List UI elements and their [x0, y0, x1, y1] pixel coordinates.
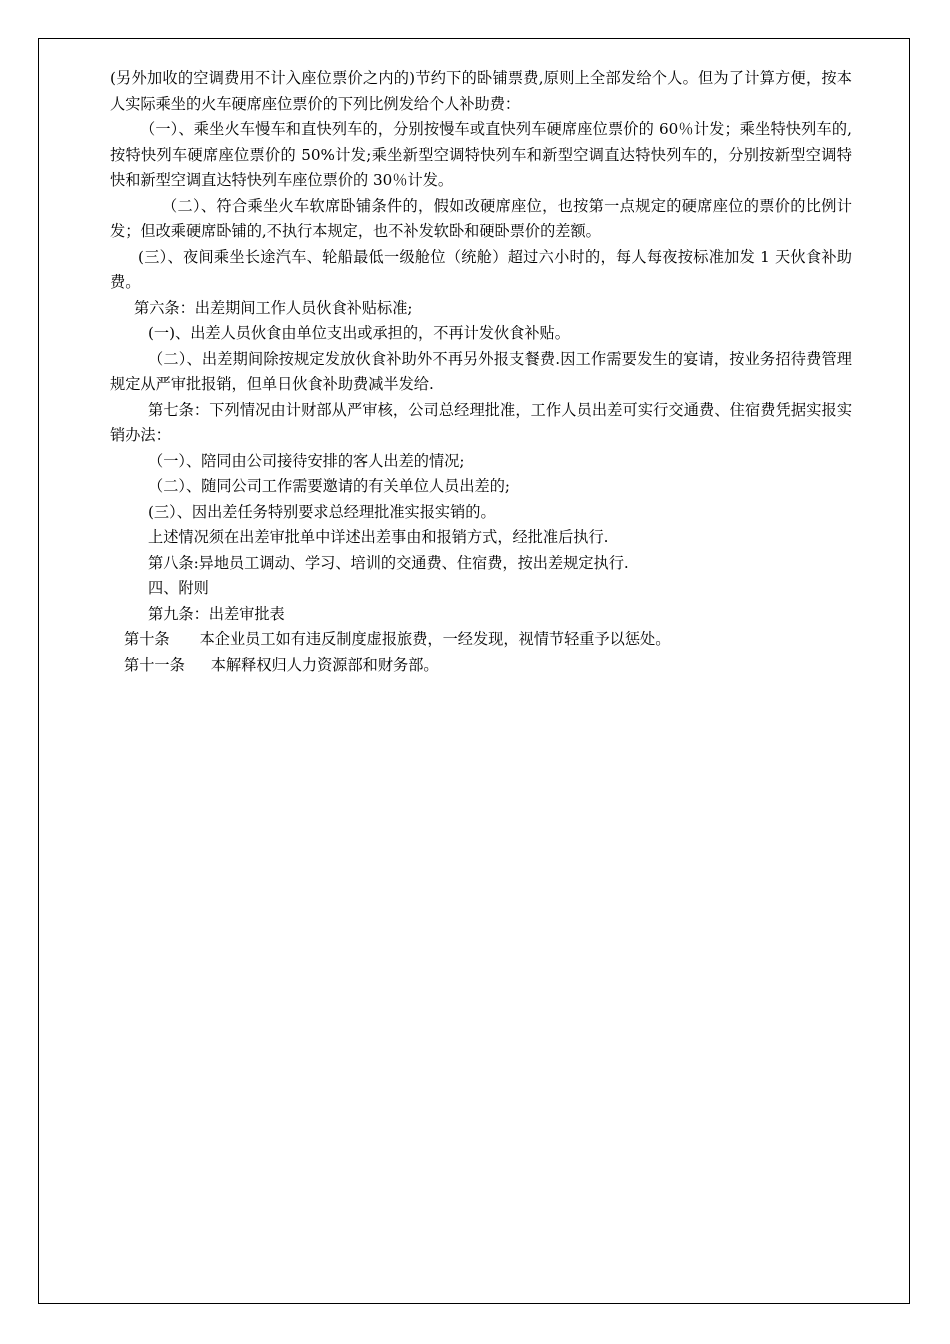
article-ten-label: 第十条	[124, 630, 170, 648]
section-heading-appendix: 四、附则	[148, 579, 209, 597]
article-ten-text: 本企业员工如有违反制度虚报旅费，一经发现，视情节轻重予以惩处。	[199, 630, 671, 648]
article-eleven-text: 本解释权归人力资源部和财务部。	[210, 655, 439, 674]
article-six-item-2: （二）、出差期间除按规定发放伙食补助外不再另外报支餐费.因工作需要发生的宴请，按业务招待费管理规定从严审批报销，但单日伙食补助费减半发给.	[110, 349, 852, 393]
article-seven: 第七条：下列情况由计财部从严审核，公司总经理批准，工作人员出差可实行交通费、住宿费凭据实报实销办法：	[110, 400, 852, 444]
article-seven-item-2: （二）、随同公司工作需要邀请的有关单位人员出差的;	[148, 477, 511, 495]
article-eleven-label: 第十一条	[124, 655, 185, 674]
article-nine: 第九条：出差审批表	[148, 604, 285, 623]
paragraph-sleeper-allowance: (另外加收的空调费用不计入座位票价之内的)节约下的卧铺票费,原则上全部发给个人。但为了计算方便，按本人实际乘坐的火车硬席座位票价的下列比例发给个人补助费：	[110, 69, 852, 113]
article-six-item-1: (一)、出差人员伙食由单位支出或承担的，不再计发伙食补贴。	[148, 324, 570, 342]
paragraph-clause-3: (三）、夜间乘坐长途汽车、轮船最低一级舱位（统舱）超过六小时的，每人每夜按标准加发 1 天伙食补助费。	[110, 247, 852, 291]
article-ten	[110, 627, 852, 653]
document-body	[110, 66, 852, 678]
article-eight: 第八条:异地员工调动、学习、培训的交通费、住宿费，按出差规定执行.	[148, 553, 629, 572]
article-seven-item-1: （一）、陪同由公司接待安排的客人出差的情况;	[148, 451, 465, 470]
approval-note: 上述情况须在出差审批单中详述出差事由和报销方式，经批准后执行.	[148, 528, 609, 546]
article-seven-item-3: (三）、因出差任务特别要求总经理批准实报实销的。	[148, 502, 496, 521]
paragraph-clause-2: （二）、符合乘坐火车软席卧铺条件的，假如改硬席座位，也按第一点规定的硬席座位的票价的比例计发；但改乘硬席卧铺的,不执行本规定，也不补发软卧和硬卧票价的差额。	[110, 196, 852, 240]
article-eleven	[110, 653, 852, 679]
article-six-heading: 第六条：出差期间工作人员伙食补贴标准;	[134, 298, 413, 317]
paragraph-clause-1: （一）、乘坐火车慢车和直快列车的，分别按慢车或直快列车硬席座位票价的 60％计发；乘坐特快列车的,按特快列车硬席座位票价的 50%计发;乘坐新型空调特快列车和新型空调直达特快列车的，分别按新型空调特快和新型空调直达特快列车座位票价的 30％计发。	[110, 120, 852, 189]
